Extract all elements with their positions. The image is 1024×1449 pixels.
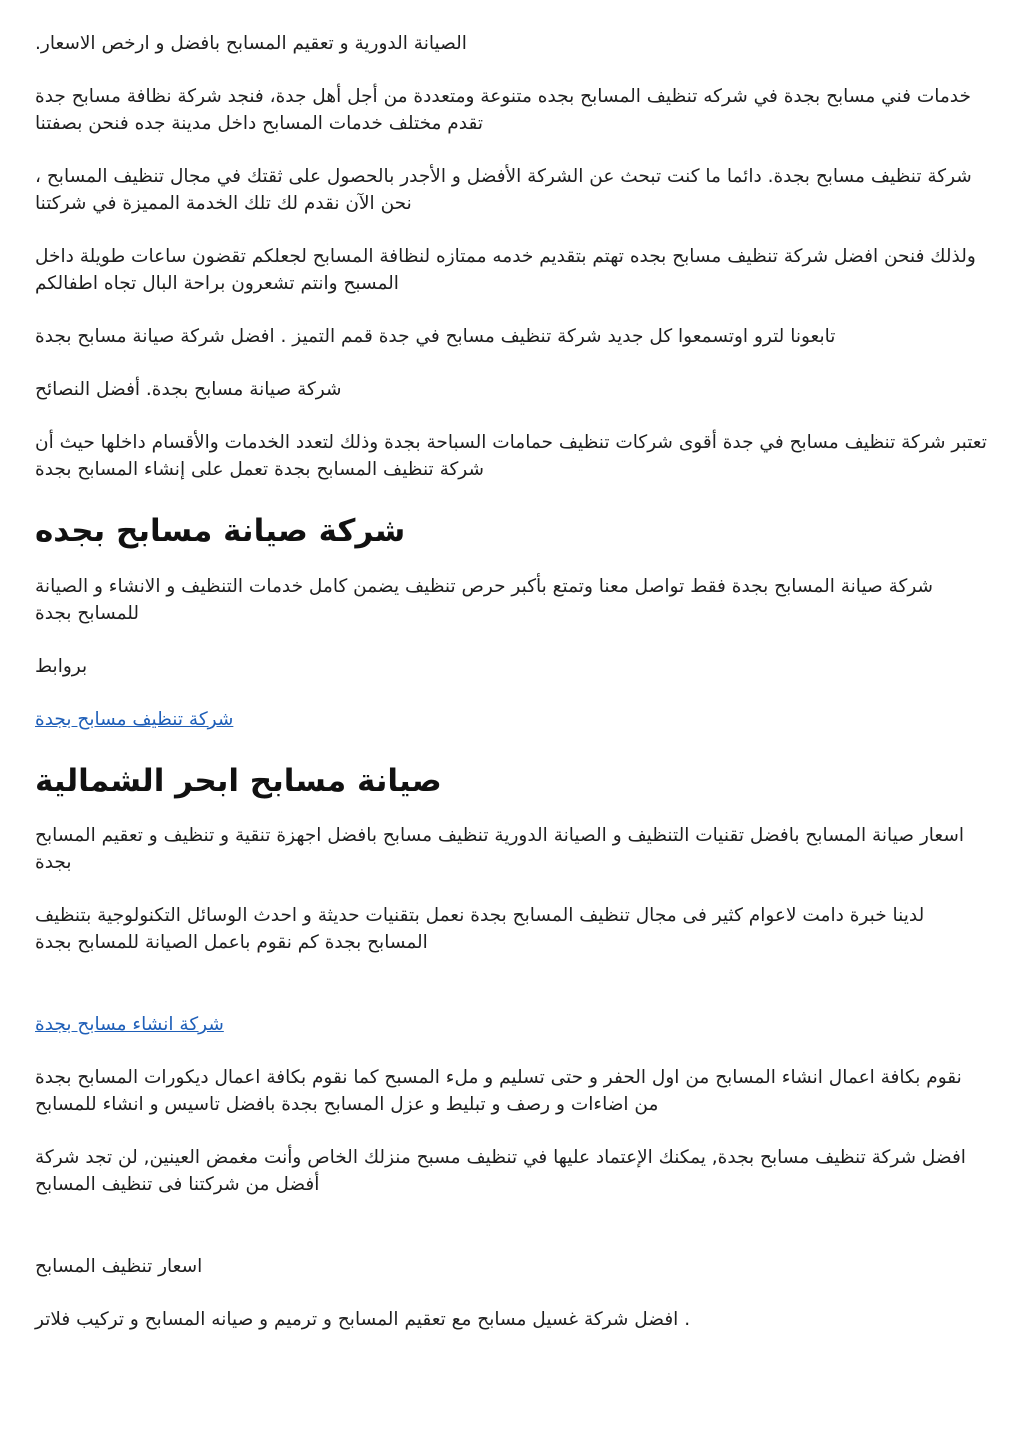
- section-heading-pool-maintenance: شركة صيانة مسابح بجده: [35, 513, 406, 549]
- paragraph-cleaning-company: شركة تنظيف مسابح بجدة. دائما ما كنت تبحث عن الشركة الأفضل و الأجدر بالحصول على ثقتك في مجال تنظيف المسابح ، نحن الآن نقدم لك تلك الخدمة المميزة في شركتنا: [35, 166, 972, 214]
- section-heading-obhur-maintenance: صيانة مسابح ابحر الشمالية: [35, 763, 442, 799]
- paragraph-maintenance: الصيانة الدورية و تعقيم المسابح بافضل و ارخص الاسعار.: [35, 33, 467, 54]
- paragraph-rely-on-us: افضل شركة تنظيف مسابح بجدة, يمكنك الإعتماد عليها في تنظيف مسبح منزلك الخاص وأنت مغمض العينين, لن تجد شركة أفضل من شركتنا فى تنظيف المسابح: [35, 1147, 966, 1195]
- paragraph-services: خدمات فني مسابح بجدة في شركه تنظيف المسابح بجده متنوعة ومتعددة من أجل أهل جدة، فنجد شركة نظافة مسابح جدة تقدم مختلف خدمات المسابح داخل مدينة جده فنحن بصفتنا: [35, 86, 971, 134]
- document-page: [35, 30, 990, 1333]
- paragraph-strongest-company: تعتبر شركة تنظيف مسابح في جدة أقوى شركات تنظيف حمامات السباحة بجدة وذلك لتعدد الخدمات والأقسام داخلها حيث أن شركة تنظيف المسابح بجدة تعمل على إنشاء المسابح بجدة: [35, 432, 987, 480]
- link-pool-cleaning-jeddah[interactable]: شركة تنظيف مسابح بجدة: [35, 709, 234, 730]
- paragraph-prices: اسعار صيانة المسابح بافضل تقنيات التنظيف و الصيانة الدورية تنظيف مسابح بافضل اجهزة تنقية و تنظيف و تعقيم المسابح بجدة: [35, 825, 965, 873]
- paragraph-cleaning-prices: اسعار تنظيف المسابح: [35, 1256, 203, 1277]
- paragraph-best-company: ولذلك فنحن افضل شركة تنظيف مسابح بجده تهتم بتقديم خدمه ممتازه لنظافة المسابح لجعلكم تقضون ساعات طويلة داخل المسبح وانتم تشعرون براحة البال تجاه اطفالكم: [35, 246, 976, 294]
- link-pool-construction-jeddah[interactable]: شركة انشاء مسابح بجدة: [35, 1014, 224, 1035]
- paragraph-construction-works: نقوم بكافة اعمال انشاء المسابح من اول الحفر و حتى تسليم و ملء المسبح كما نقوم بكافة اعمال ديكورات المسابح بجدة من اضاءات و رصف و تبليط و عزل المسابح بجدة بافضل تاسيس و انشاء للمسابح: [35, 1067, 962, 1115]
- paragraph-experience: لدينا خبرة دامت لاعوام كثير فى مجال تنظيف المسابح بجدة نعمل بتقنيات حديثة و احدث الوسائل التكنولوجية بتنظيف المسابح بجدة كم نقوم باعمل الصيانة للمسابح بجدة: [35, 905, 925, 953]
- paragraph-best-tips: شركة صيانة مسابح بجدة. أفضل النصائح: [35, 379, 342, 400]
- paragraph-follow-us: تابعونا لترو اوتسمعوا كل جديد شركة تنظيف مسابح في جدة قمم التميز . افضل شركة صيانة مسابح بجدة: [35, 326, 836, 347]
- paragraph-contact-us: شركة صيانة المسابح بجدة فقط تواصل معنا وتمتع بأكبر حرص تنظيف يضمن كامل خدمات التنظيف و الانشاء و الصيانة للمسابح بجدة: [35, 576, 934, 624]
- paragraph-links-label: بروابط: [35, 656, 88, 677]
- paragraph-washing-company: . افضل شركة غسيل مسابح مع تعقيم المسابح و ترميم و صيانه المسابح و تركيب فلاتر: [35, 1309, 691, 1330]
